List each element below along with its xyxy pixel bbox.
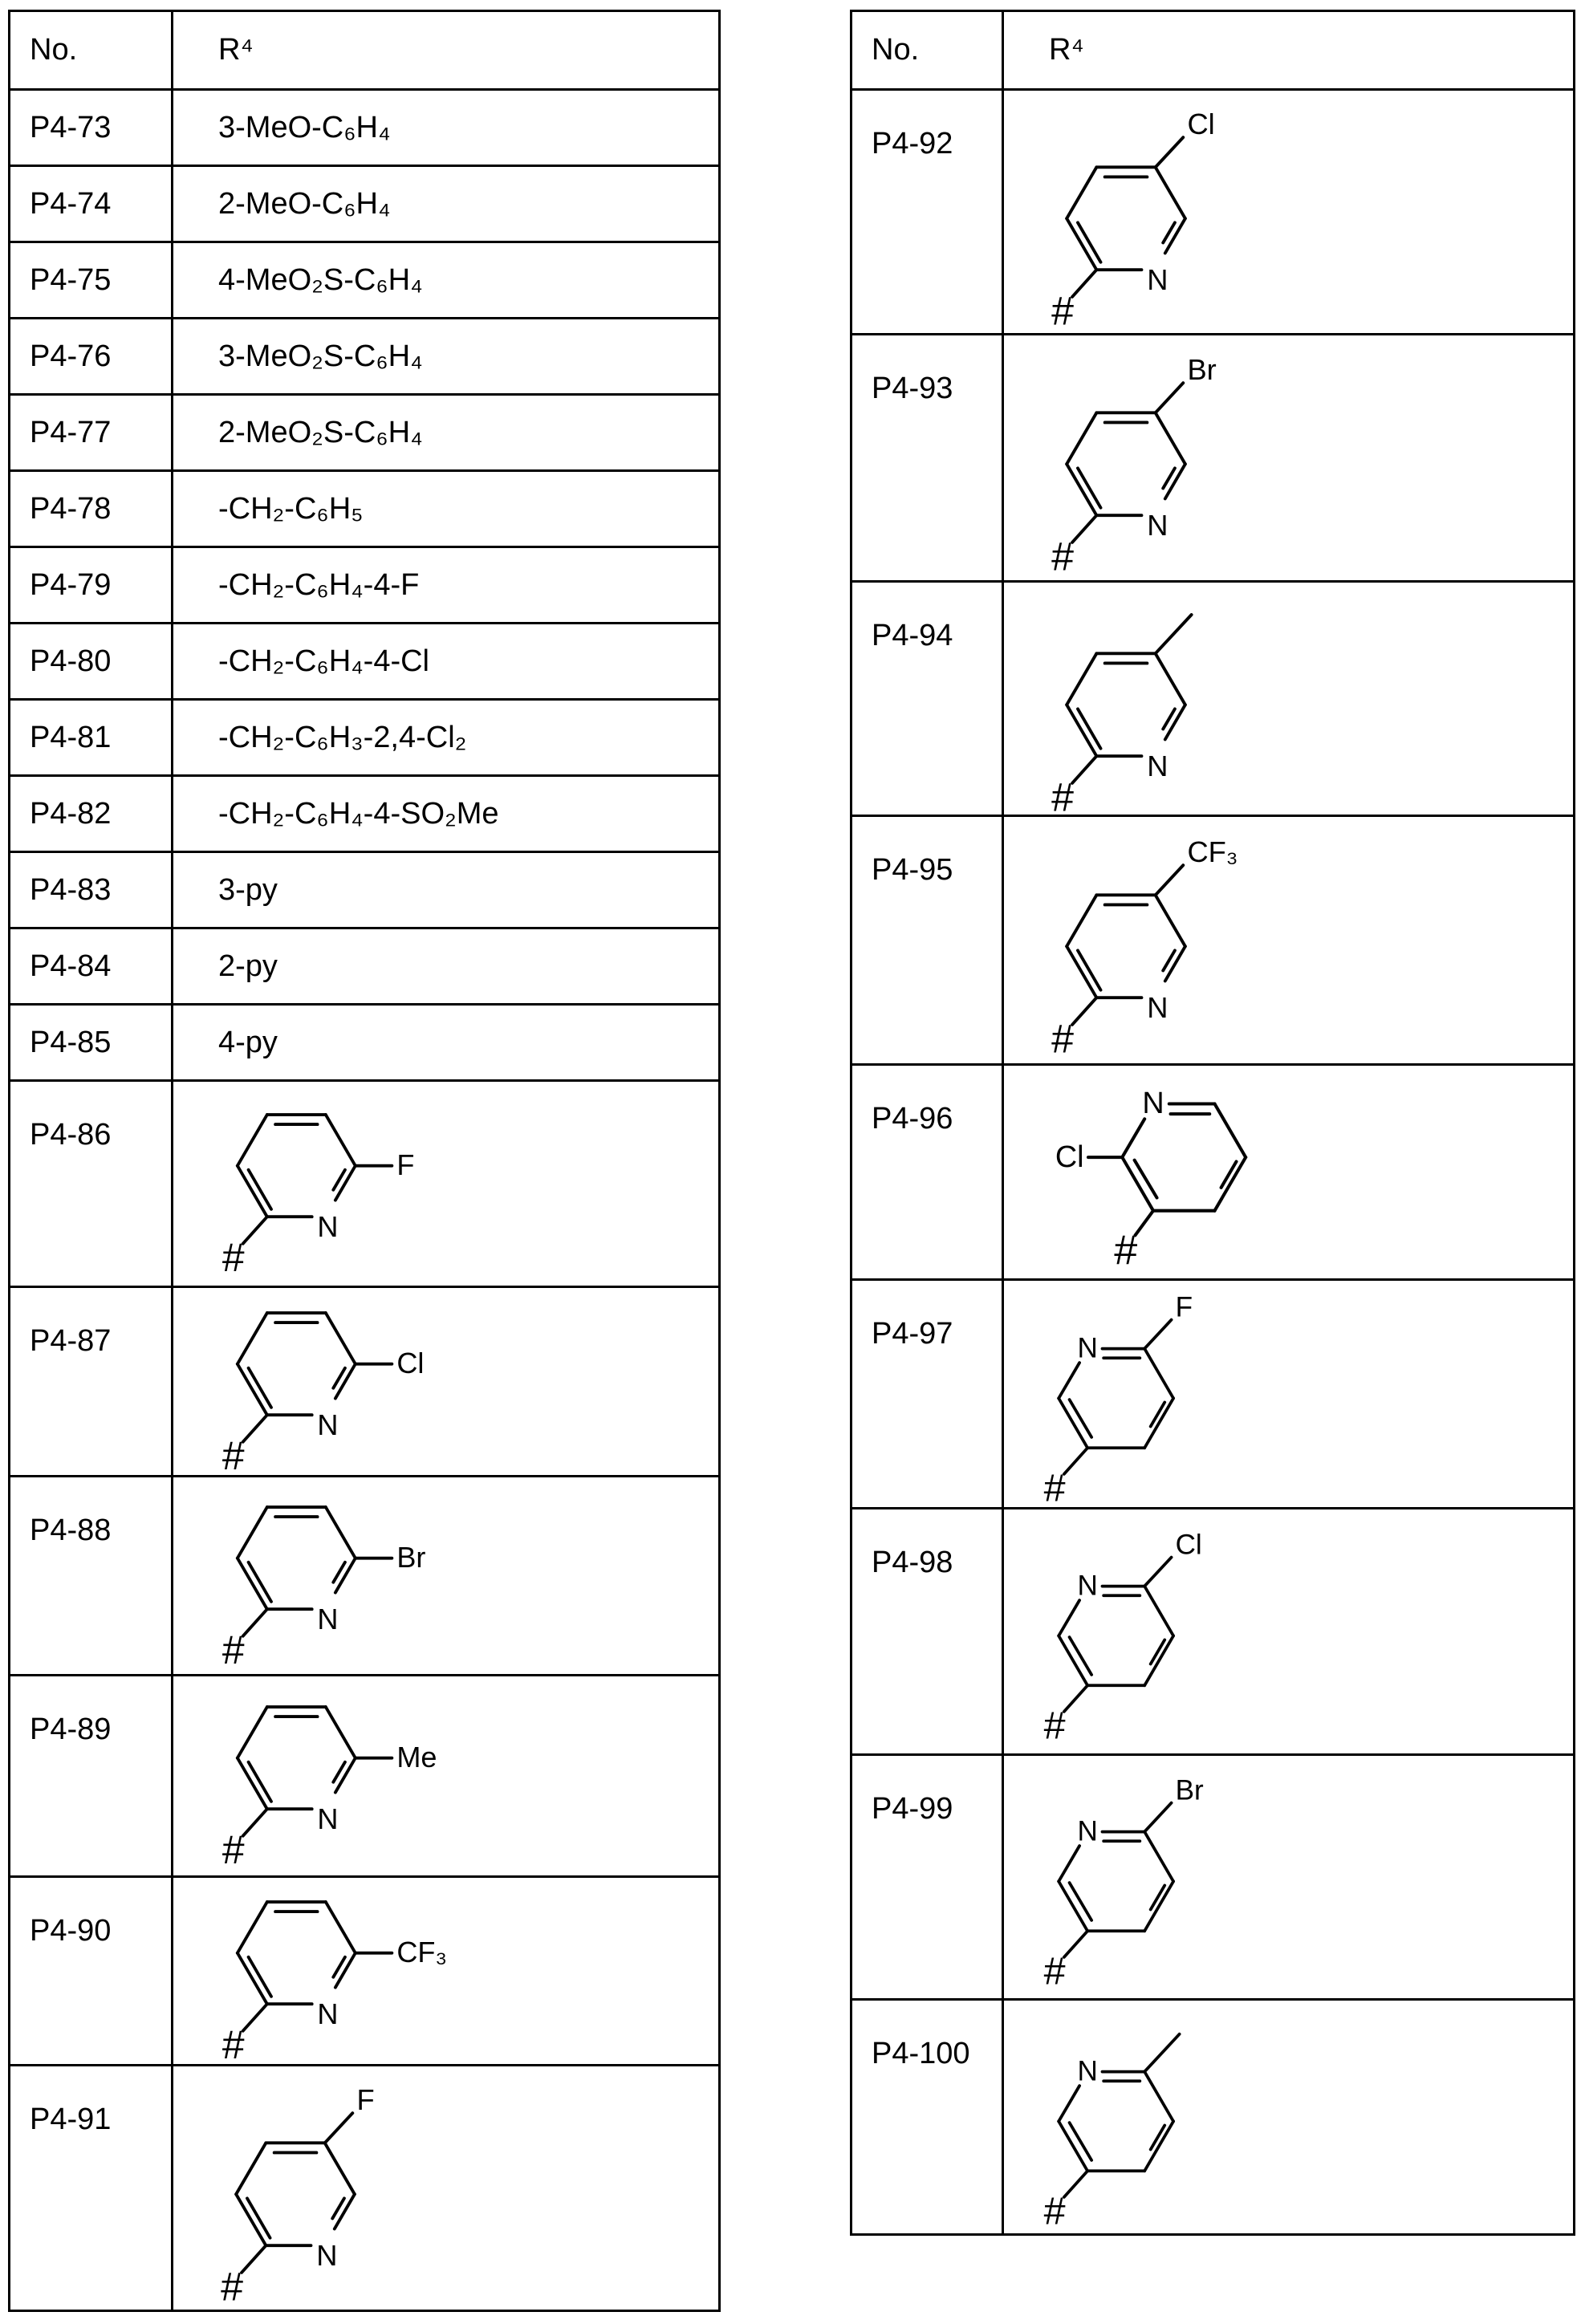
structure-drawing [188, 1483, 478, 1669]
compound-no: P4-76 [10, 319, 173, 395]
r4-substituent: -CH₂-C₆H₄-4-F [173, 547, 720, 624]
structure-drawing [1017, 98, 1308, 327]
nitrogen-label: N [1077, 1815, 1098, 1847]
structure-drawing [1017, 584, 1308, 813]
r4-structure-cell [173, 1287, 720, 1477]
structure-drawing [188, 1091, 478, 1277]
table-row [851, 1509, 1575, 1755]
r4-structure-cell [1003, 1280, 1575, 1509]
left-compound-table [8, 10, 721, 2312]
pyridine-ring [1088, 1103, 1246, 1235]
compound-no: P4-92 [851, 90, 1003, 335]
compound-no: P4-82 [10, 776, 173, 852]
attachment-label: # [222, 1432, 245, 1475]
pyridine-ring [1059, 1320, 1173, 1474]
r4-structure-cell [173, 1877, 720, 2066]
compound-no: P4-73 [10, 90, 173, 166]
attachment-label: # [1043, 1704, 1066, 1744]
table-row [10, 1081, 720, 1287]
pyridine-ring [238, 1902, 392, 2031]
table-row [10, 395, 720, 471]
nitrogen-label: N [1077, 1332, 1098, 1364]
compound-no: P4-96 [851, 1065, 1003, 1280]
pyridine-ring [238, 1115, 392, 1244]
r4-substituent: 3-MeO₂S-C₆H₄ [173, 319, 720, 395]
substituent-label: Me [396, 1740, 437, 1773]
table-row [10, 1287, 720, 1477]
compound-no: P4-89 [10, 1676, 173, 1877]
compound-no: P4-100 [851, 2000, 1003, 2235]
structure-drawing [1038, 1071, 1341, 1274]
nitrogen-label: N [317, 1602, 339, 1635]
table-row [10, 928, 720, 1005]
pyridine-ring [238, 1507, 392, 1636]
attachment-label: # [1114, 1226, 1138, 1274]
compound-no: P4-87 [10, 1287, 173, 1477]
compound-no: P4-91 [10, 2066, 173, 2311]
substituent-label: Br [1187, 352, 1217, 386]
col-header-no: No. [851, 11, 1003, 90]
compound-no: P4-83 [10, 852, 173, 928]
r4-structure-cell [1003, 90, 1575, 335]
nitrogen-label: N [1077, 1570, 1098, 1602]
structure-drawing [188, 1289, 478, 1475]
structure-drawing [1017, 343, 1308, 572]
table-row [851, 335, 1575, 582]
r4-structure-cell [1003, 2000, 1575, 2235]
r4-structure-cell [1003, 816, 1575, 1065]
substituent-label: Cl [1055, 1140, 1084, 1174]
r4-structure-cell [173, 1676, 720, 1877]
structure-drawing [1010, 1765, 1292, 1989]
compound-no: P4-78 [10, 471, 173, 547]
table-row [10, 776, 720, 852]
nitrogen-label: N [316, 2239, 338, 2273]
substituent-label: F [1175, 1291, 1193, 1323]
attachment-label: # [1051, 287, 1074, 327]
pyridine-ring [1067, 615, 1191, 783]
table-row [851, 1755, 1575, 2000]
attachment-label: # [221, 2264, 243, 2302]
r4-substituent: 3-py [173, 852, 720, 928]
substituent-label: CF₃ [1187, 835, 1238, 868]
nitrogen-label: N [317, 1997, 339, 2031]
r4-substituent: -CH₂-C₆H₄-4-Cl [173, 624, 720, 700]
compound-no: P4-98 [851, 1509, 1003, 1755]
table-row [851, 90, 1575, 335]
table-row [10, 1005, 720, 1081]
pyridine-ring [1059, 1803, 1173, 1957]
nitrogen-label: N [1147, 509, 1168, 542]
r4-substituent: 4-py [173, 1005, 720, 1081]
r4-structure-cell [173, 1477, 720, 1676]
compound-no: P4-90 [10, 1877, 173, 2066]
r4-substituent: -CH₂-C₆H₄-4-SO₂Me [173, 776, 720, 852]
table-row [10, 2066, 720, 2311]
r4-structure-cell [1003, 1755, 1575, 2000]
substituent-label: CF₃ [396, 1935, 448, 1968]
compound-no: P4-79 [10, 547, 173, 624]
right-compound-table [850, 10, 1575, 2236]
table-row [851, 816, 1575, 1065]
table-row [851, 2000, 1575, 2235]
r4-structure-cell [1003, 582, 1575, 816]
r4-structure-cell [173, 2066, 720, 2311]
table-row [851, 1065, 1575, 1280]
substituent-label: F [396, 1148, 415, 1181]
structure-drawing [1010, 1519, 1292, 1744]
attachment-label: # [1051, 774, 1074, 813]
header-row [10, 11, 720, 90]
substituent-label: Br [1175, 1774, 1204, 1806]
structure-drawing [1010, 2005, 1292, 2229]
nitrogen-label: N [317, 1210, 339, 1244]
r4-substituent: 2-py [173, 928, 720, 1005]
nitrogen-label: N [1147, 991, 1168, 1025]
attachment-label: # [222, 1235, 245, 1277]
attachment-label: # [1051, 1016, 1074, 1054]
pyridine-ring [238, 1707, 392, 1836]
nitrogen-label: N [317, 1408, 339, 1441]
substituent-label: F [356, 2082, 375, 2116]
table-row [10, 1676, 720, 1877]
r4-substituent: -CH₂-C₆H₃-2,4-Cl₂ [173, 700, 720, 776]
r4-structure-cell [1003, 1065, 1575, 1280]
substituent-label: Cl [396, 1346, 425, 1379]
table-row [10, 1477, 720, 1676]
table-row [851, 582, 1575, 816]
r4-substituent: 3-MeO-C₆H₄ [173, 90, 720, 166]
nitrogen-label: N [317, 1802, 339, 1836]
r4-substituent: 4-MeO₂S-C₆H₄ [173, 242, 720, 319]
compound-no: P4-88 [10, 1477, 173, 1676]
attachment-label: # [1043, 1466, 1066, 1506]
attachment-label: # [1051, 534, 1074, 572]
r4-substituent: -CH₂-C₆H₅ [173, 471, 720, 547]
compound-no: P4-77 [10, 395, 173, 471]
compound-no: P4-84 [10, 928, 173, 1005]
compound-no: P4-94 [851, 582, 1003, 816]
r4-substituent: 2-MeO₂S-C₆H₄ [173, 395, 720, 471]
compound-no: P4-85 [10, 1005, 173, 1081]
table-row [10, 166, 720, 242]
table-row [10, 547, 720, 624]
substituent-label: Cl [1175, 1529, 1202, 1561]
nitrogen-label: N [1142, 1086, 1164, 1120]
r4-structure-cell [1003, 335, 1575, 582]
r4-structure-cell [1003, 1509, 1575, 1755]
structure-drawing [188, 1878, 478, 2064]
compound-no: P4-74 [10, 166, 173, 242]
table-row [10, 852, 720, 928]
compound-no: P4-80 [10, 624, 173, 700]
compound-no: P4-75 [10, 242, 173, 319]
compound-no: P4-95 [851, 816, 1003, 1065]
table-row [10, 624, 720, 700]
r4-substituent: 2-MeO-C₆H₄ [173, 166, 720, 242]
table-row [10, 90, 720, 166]
attachment-label: # [222, 1827, 245, 1869]
structure-drawing [1017, 826, 1308, 1054]
table-row [10, 242, 720, 319]
compound-no: P4-86 [10, 1081, 173, 1287]
compound-no: P4-99 [851, 1755, 1003, 2000]
structure-drawing [186, 2074, 478, 2302]
attachment-label: # [222, 1627, 245, 1669]
attachment-label: # [1043, 2189, 1066, 2229]
substituent-label: Cl [1187, 107, 1215, 140]
pyridine-ring [1059, 1558, 1173, 1712]
col-header-no: No. [10, 11, 173, 90]
compound-no: P4-81 [10, 700, 173, 776]
header-row [851, 11, 1575, 90]
attachment-label: # [1043, 1949, 1066, 1989]
pyridine-ring [238, 1313, 392, 1442]
structure-drawing [188, 1683, 478, 1869]
table-row [10, 700, 720, 776]
col-header-r4: R⁴ [173, 11, 720, 90]
attachment-label: # [222, 2022, 245, 2064]
table-row [10, 319, 720, 395]
compound-no: P4-93 [851, 335, 1003, 582]
table-row [10, 1877, 720, 2066]
substituent-label: Br [396, 1540, 426, 1574]
r4-structure-cell [173, 1081, 720, 1287]
nitrogen-label: N [1077, 2055, 1098, 2087]
nitrogen-label: N [1147, 750, 1168, 783]
table-row [851, 1280, 1575, 1509]
col-header-r4: R⁴ [1003, 11, 1575, 90]
structure-drawing [1010, 1282, 1292, 1506]
nitrogen-label: N [1147, 262, 1168, 296]
compound-no: P4-97 [851, 1280, 1003, 1509]
table-row [10, 471, 720, 547]
